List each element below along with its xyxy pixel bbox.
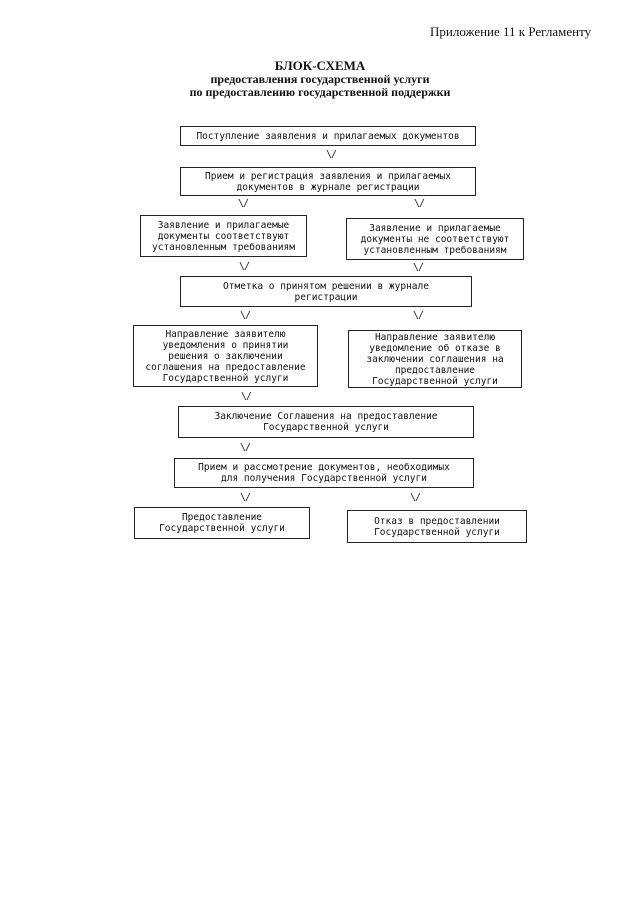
arrow-receipt-to-registration: \/ [326, 149, 337, 160]
appendix-note: Приложение 11 к Регламенту [430, 24, 592, 39]
arrow-review-to-refusal: \/ [410, 492, 421, 503]
arrow-agreement-to-review: \/ [240, 442, 251, 453]
arrow-review-to-provision: \/ [240, 492, 251, 503]
node-review: Прием и рассмотрение документов, необходимых для получения Государственной услуги [174, 458, 474, 488]
node-receipt: Поступление заявления и прилагаемых документов [180, 126, 476, 146]
arrow-decision-to-notify-accept: \/ [240, 310, 251, 321]
node-notify-refuse: Направление заявителю уведомление об отказе в заключении соглашения на предоставление Государственной услуги [348, 330, 522, 388]
node-refusal: Отказ в предоставлении Государственной услуги [347, 510, 527, 543]
page-title: БЛОК-СХЕМА [274, 58, 366, 73]
node-notify-accept: Направление заявителю уведомления о принятии решения о заключении соглашения на предоставление Государственной услуги [133, 325, 318, 387]
arrow-decision-to-notify-refuse: \/ [413, 310, 424, 321]
node-compliant: Заявление и прилагаемые документы соответствуют установленным требованиям [140, 215, 307, 257]
arrow-registration-to-compliant: \/ [238, 198, 249, 209]
page-subtitle-line-1: предоставления государственной услуги [210, 72, 430, 86]
arrow-registration-to-noncompliant: \/ [414, 198, 425, 209]
title-block [120, 58, 520, 99]
page-subtitle-line-2: по предоставлению государственной поддержки [189, 85, 451, 99]
arrow-compliant-to-decision: \/ [239, 261, 250, 272]
node-agreement: Заключение Соглашения на предоставление Государственной услуги [178, 406, 474, 438]
node-registration: Прием и регистрация заявления и прилагаемых документов в журнале регистрации [180, 167, 476, 196]
node-noncompliant: Заявление и прилагаемые документы не соответствуют установленным требованиям [346, 218, 524, 260]
node-decision-mark: Отметка о принятом решении в журнале регистрации [180, 276, 472, 307]
arrow-notify-accept-to-agreement: \/ [241, 391, 252, 402]
node-provision: Предоставление Государственной услуги [134, 507, 310, 539]
arrow-noncompliant-to-decision: \/ [413, 262, 424, 273]
